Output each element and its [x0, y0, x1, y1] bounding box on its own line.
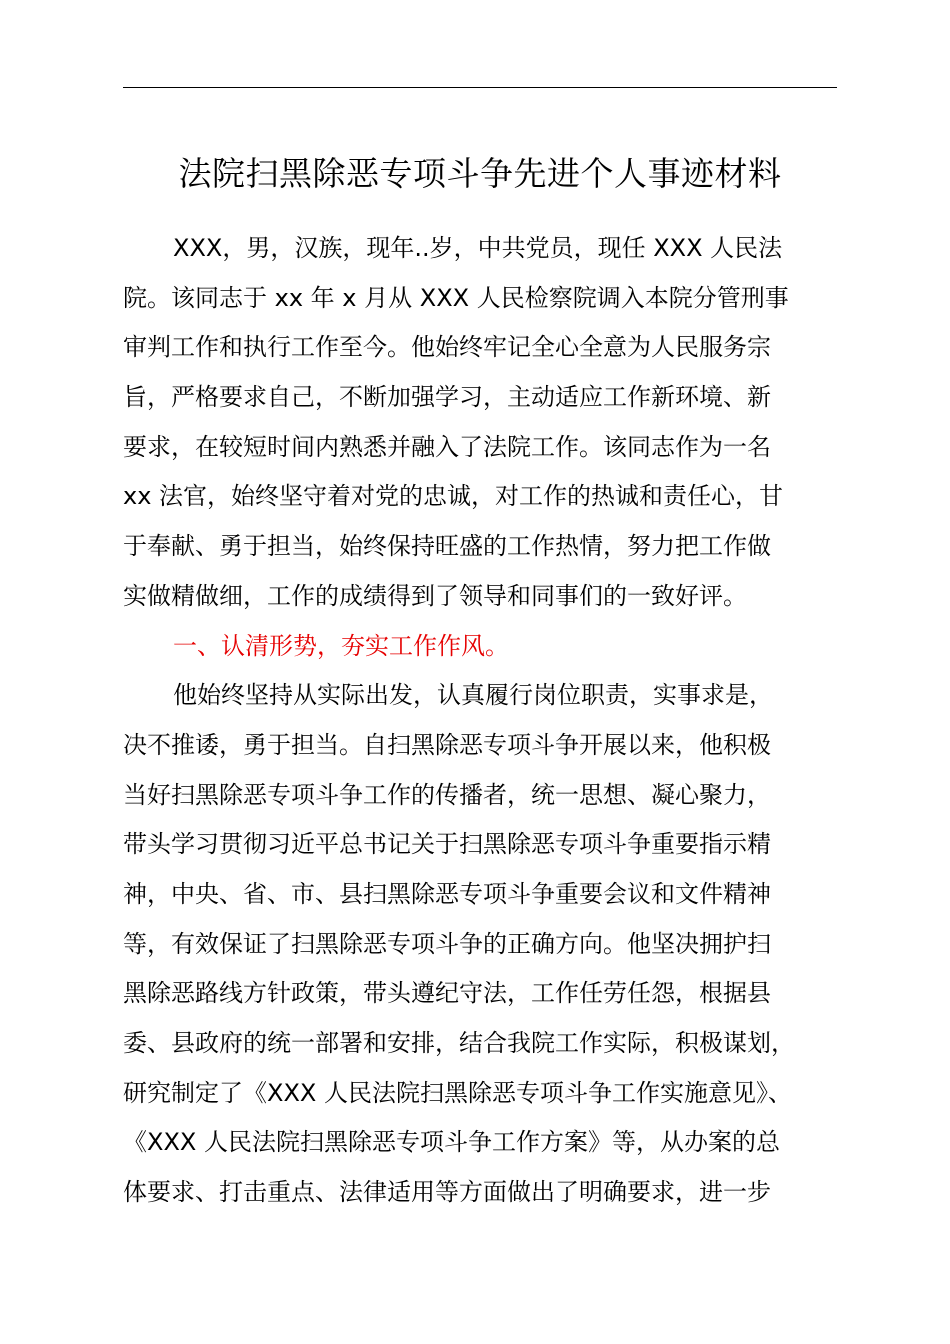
document-body: [123, 224, 839, 1218]
paragraph-line: 体要求、打击重点、法律适用等方面做出了明确要求，进一步: [123, 1178, 771, 1207]
paragraph-line: 研究制定了《XXX 人民法院扫黑除恶专项斗争工作实施意见》、: [123, 1078, 792, 1107]
paragraph-line: 黑除恶路线方针政策，带头遵纪守法，工作任劳任怨，根据县: [123, 979, 771, 1008]
paragraph-line: 《XXX 人民法院扫黑除恶专项斗争工作方案》等，从办案的总: [123, 1128, 780, 1157]
paragraph-line: 于奉献、勇于担当，始终保持旺盛的工作热情，努力把工作做: [123, 532, 771, 561]
paragraph-line: 决不推诿，勇于担当。自扫黑除恶专项斗争开展以来，他积极: [123, 730, 771, 759]
paragraph-line: 旨，严格要求自己，不断加强学习，主动适应工作新环境、新: [123, 383, 771, 412]
paragraph-line: 神，中央、省、市、县扫黑除恶专项斗争重要会议和文件精神: [123, 879, 771, 908]
paragraph-line: 当好扫黑除恶专项斗争工作的传播者，统一思想、凝心聚力，: [123, 780, 771, 809]
header-rule: [123, 87, 837, 88]
paragraph-line: 等，有效保证了扫黑除恶专项斗争的正确方向。他坚决拥护扫: [123, 929, 771, 958]
paragraph-line: XXX，男，汉族，现年..岁，中共党员，现任 XXX 人民法: [173, 234, 783, 262]
paragraph-line: xx 法官，始终坚守着对党的忠诚，对工作的热诚和责任心，甘: [123, 482, 784, 511]
paragraph-line: 他始终坚持从实际出发，认真履行岗位职责，实事求是，: [173, 681, 773, 710]
section-heading: 一、认清形势，夯实工作作风。: [173, 631, 509, 660]
document-title: 法院扫黑除恶专项斗争先进个人事迹材料: [178, 154, 782, 193]
paragraph-line: 审判工作和执行工作至今。他始终牢记全心全意为人民服务宗: [123, 333, 771, 362]
paragraph-line: 要求，在较短时间内熟悉并融入了法院工作。该同志作为一名: [123, 432, 771, 461]
paragraph-line: 带头学习贯彻习近平总书记关于扫黑除恶专项斗争重要指示精: [123, 830, 771, 859]
paragraph-line: 院。该同志于 xx 年 x 月从 XXX 人民检察院调入本院分管刑事: [123, 283, 789, 312]
paragraph-line: 委、县政府的统一部署和安排，结合我院工作实际，积极谋划，: [123, 1029, 795, 1057]
paragraph-line: 实做精做细，工作的成绩得到了领导和同事们的一致好评。: [123, 581, 747, 610]
